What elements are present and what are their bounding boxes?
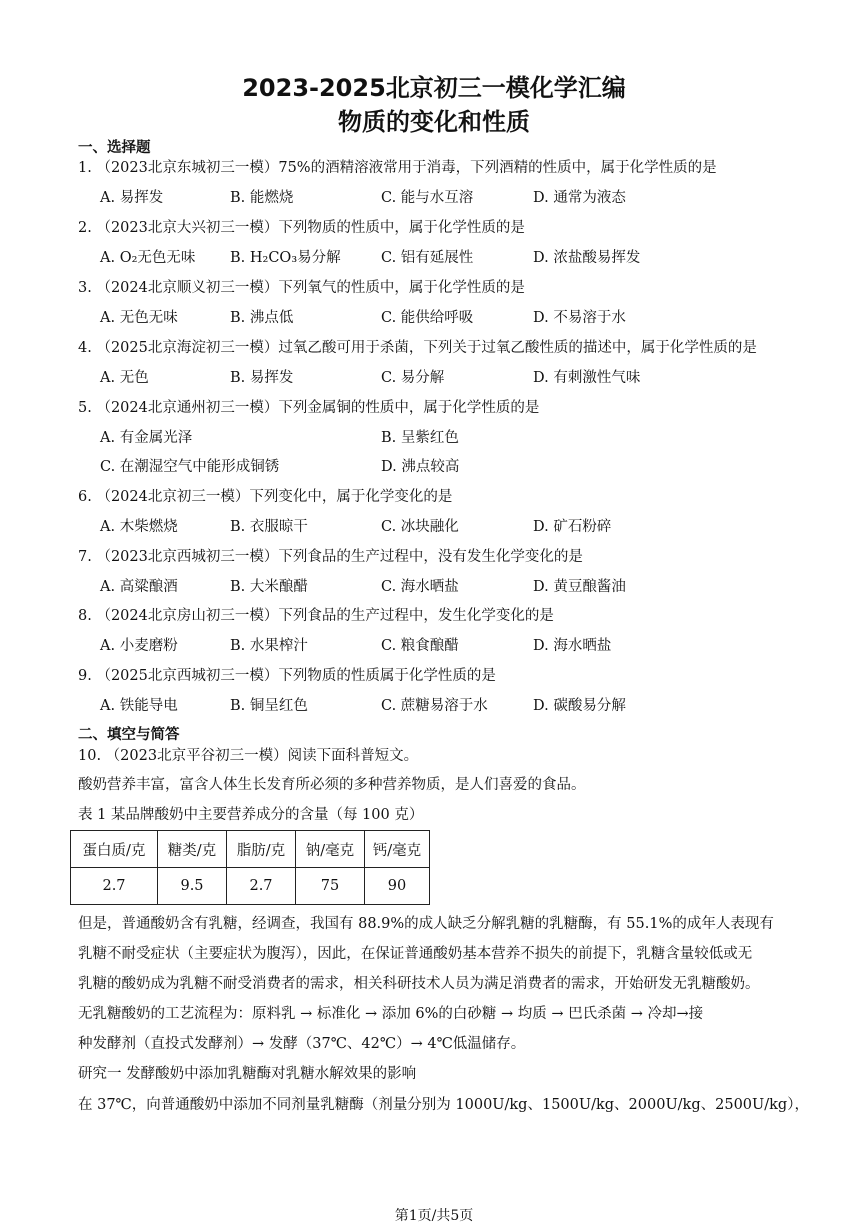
question-6-option[interactable]: C. 冰块融化 [381,519,459,535]
question-8-option[interactable]: C. 粮食酿醋 [381,638,459,654]
question-5-option[interactable]: C. 在潮湿空气中能形成铜锈 [100,459,280,475]
page-footer: 第1页/共5页 [394,1208,474,1224]
table-cell: 2.7 [71,868,158,905]
question-4-option[interactable]: C. 易分解 [381,370,445,386]
question-8-option[interactable]: B. 水果榨汁 [230,638,308,654]
question-3-option[interactable]: A. 无色无味 [100,310,178,326]
question-7-option[interactable]: A. 高粱酿酒 [100,579,178,595]
question-1-option[interactable]: C. 能与水互溶 [381,190,474,206]
question-8-option[interactable]: A. 小麦磨粉 [100,638,178,654]
body-paragraph-line: 但是，普通酸奶含有乳糖，经调查，我国有 88.9%的成人缺乏分解乳糖的乳糖酶，有 55.1%的成年人表现有 [78,916,774,932]
question-9-option[interactable]: B. 铜呈红色 [230,698,308,714]
question-3-option[interactable]: C. 能供给呼吸 [381,310,474,326]
question-6-stem: 6. （2024北京初三一模）下列变化中，属于化学变化的是 [78,489,453,505]
question-8-option[interactable]: D. 海水晒盐 [533,638,612,654]
question-10-stem: 10. （2023北京平谷初三一模）阅读下面科普短文。 [78,748,419,764]
table-header-cell: 脂肪/克 [227,831,296,868]
nutrition-table [70,830,430,905]
table-cell: 9.5 [158,868,227,905]
body-paragraph-line: 乳糖不耐受症状（主要症状为腹泻），因此，在保证普通酸奶基本营养不损失的前提下，乳糖含量较低或无 [78,946,753,962]
question-6-option[interactable]: B. 衣服晾干 [230,519,308,535]
question-1-stem: 1. （2023北京东城初三一模）75%的酒精溶液常用于消毒，下列酒精的性质中，属于化学性质的是 [78,160,717,176]
table-caption: 表 1 某品牌酸奶中主要营养成分的含量（每 100 克） [78,807,424,823]
table-cell: 90 [365,868,430,905]
table-header-cell: 钠/毫克 [296,831,365,868]
question-2-option[interactable]: C. 铝有延展性 [381,250,474,266]
question-6-option[interactable]: D. 矿石粉碎 [533,519,612,535]
question-5-stem: 5. （2024北京通州初三一模）下列金属铜的性质中，属于化学性质的是 [78,400,540,416]
table-header-cell: 蛋白质/克 [71,831,158,868]
table-cell: 75 [296,868,365,905]
study-heading: 研究一 发酵酸奶中添加乳糖酶对乳糖水解效果的影响 [78,1066,417,1082]
question-1-option[interactable]: D. 通常为液态 [533,190,626,206]
question-4-stem: 4. （2025北京海淀初三一模）过氧乙酸可用于杀菌，下列关于过氧乙酸性质的描述中，属于化学性质的是 [78,340,757,356]
question-2-option[interactable]: A. O₂无色无味 [100,250,196,266]
question-4-option[interactable]: B. 易挥发 [230,370,294,386]
question-9-option[interactable]: D. 碳酸易分解 [533,698,626,714]
question-7-stem: 7. （2023北京西城初三一模）下列食品的生产过程中，没有发生化学变化的是 [78,549,583,565]
question-3-option[interactable]: B. 沸点低 [230,310,294,326]
question-4-option[interactable]: A. 无色 [100,370,149,386]
question-6-option[interactable]: A. 木柴燃烧 [100,519,178,535]
question-8-stem: 8. （2024北京房山初三一模）下列食品的生产过程中，发生化学变化的是 [78,608,554,624]
section-heading-choice: 一、选择题 [78,140,151,156]
page-subtitle: 物质的变化和性质 [338,108,530,136]
table-row [71,868,430,905]
question-9-stem: 9. （2025北京西城初三一模）下列物质的性质属于化学性质的是 [78,668,496,684]
question-9-option[interactable]: C. 蔗糖易溶于水 [381,698,488,714]
question-9-option[interactable]: A. 铁能导电 [100,698,178,714]
body-paragraph-line: 种发酵剂（直投式发酵剂）→ 发酵（37℃、42℃）→ 4℃低温储存。 [78,1036,526,1052]
question-5-option[interactable]: D. 沸点较高 [381,459,460,475]
question-7-option[interactable]: D. 黄豆酿酱油 [533,579,626,595]
question-5-option[interactable]: B. 呈紫红色 [381,430,459,446]
question-7-option[interactable]: B. 大米酿醋 [230,579,308,595]
question-3-stem: 3. （2024北京顺义初三一模）下列氧气的性质中，属于化学性质的是 [78,280,525,296]
body-paragraph-line: 在 37℃，向普通酸奶中添加不同剂量乳糖酶（剂量分别为 1000U/kg、1500U/kg、2000U/kg、2500U/kg）， [78,1097,809,1113]
intro-paragraph: 酸奶营养丰富，富含人体生长发育所必须的多种营养物质，是人们喜爱的食品。 [78,777,586,793]
table-header-row [71,831,430,868]
body-paragraph-line: 无乳糖酸奶的工艺流程为：原料乳 → 标准化 → 添加 6%的白砂糖 → 均质 → 巴氏杀菌 → 冷却→接 [78,1006,704,1022]
section-heading-fill: 二、填空与简答 [78,727,180,743]
question-3-option[interactable]: D. 不易溶于水 [533,310,626,326]
question-1-option[interactable]: A. 易挥发 [100,190,164,206]
question-2-option[interactable]: B. H₂CO₃易分解 [230,250,341,266]
question-4-option[interactable]: D. 有刺激性气味 [533,370,641,386]
table-header-cell: 糖类/克 [158,831,227,868]
question-1-option[interactable]: B. 能燃烧 [230,190,294,206]
question-2-stem: 2. （2023北京大兴初三一模）下列物质的性质中，属于化学性质的是 [78,220,525,236]
question-5-option[interactable]: A. 有金属光泽 [100,430,193,446]
question-7-option[interactable]: C. 海水晒盐 [381,579,459,595]
body-paragraph-line: 乳糖的酸奶成为乳糖不耐受消费者的需求，相关科研技术人员为满足消费者的需求，开始研发无乳糖酸奶。 [78,976,760,992]
page-title: 2023-2025北京初三一模化学汇编 [242,74,626,102]
table-header-cell: 钙/毫克 [365,831,430,868]
question-2-option[interactable]: D. 浓盐酸易挥发 [533,250,641,266]
table-cell: 2.7 [227,868,296,905]
